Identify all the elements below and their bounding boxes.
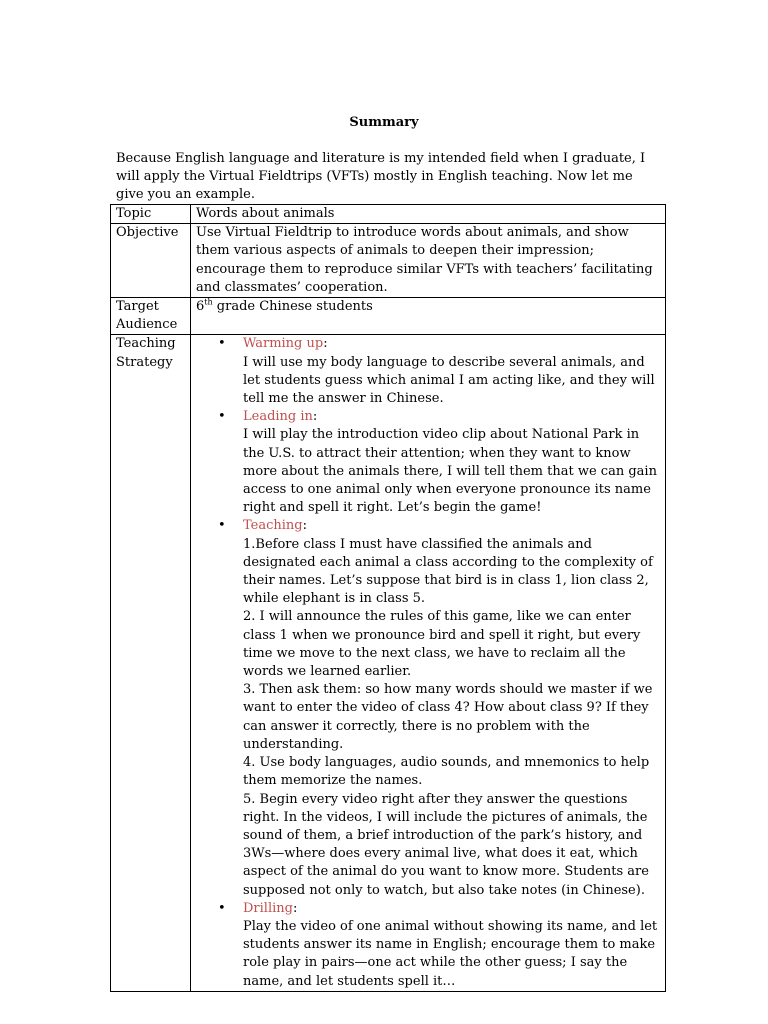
strategy-label: Teaching Strategy	[111, 335, 191, 991]
step-paragraph: 3. Then ask them: so how many words should we master if we want to enter the video of class 4? How about class 9? If they can answer it correctly, there is no problem with the understanding.	[243, 682, 653, 752]
step-colon: :	[302, 518, 308, 534]
audience-rest: grade Chinese students	[212, 299, 373, 315]
step-colon: :	[312, 409, 318, 425]
topic-label: Topic	[111, 205, 191, 224]
step-paragraph: Play the video of one animal without showing its name, and let students answer its name in English; encourage them to make role play in pairs—one act while the other guess; I say the name, and let students spell it…	[243, 918, 658, 989]
audience-grade-number: 6	[196, 299, 205, 315]
strategy-step-leading-in	[218, 408, 660, 517]
bullet-icon: •	[218, 900, 226, 916]
audience-grade-suffix: th	[204, 297, 213, 307]
bullet-icon: •	[218, 409, 226, 425]
table-row-objective	[111, 224, 666, 298]
table-row-topic	[111, 205, 666, 224]
bullet-icon: •	[218, 336, 226, 352]
strategy-step-warming-up	[218, 335, 660, 408]
step-paragraph: 4. Use body languages, audio sounds, and mnemonics to help them memorize the names.	[243, 755, 650, 789]
document-title: Summary	[349, 115, 419, 130]
strategy-value	[191, 335, 666, 991]
step-paragraph: I will play the introduction video clip about National Park in the U.S. to attract their attention; when they want to know more about the animals there, I will tell them that we can gain access to one animal only when everyone pronounce its name right and spell it right. Let’s begin the game!	[243, 427, 657, 516]
step-paragraph: 1.Before class I must have classified the animals and designated each animal a class according to the complexity of their names. Let’s suppose that bird is in class 1, lion class 2, while elephant is in class 5.	[243, 536, 653, 607]
strategy-list	[191, 335, 660, 990]
intro-paragraph: Because English language and literature is my intended field when I graduate, I will apply the Virtual Fieldtrips (VFTs) mostly in English teaching. Now let me give you an example.	[116, 151, 646, 202]
step-paragraph: 5. Begin every video right after they answer the questions right. In the videos, I will include the pictures of animals, the sound of them, a brief introduction of the park’s history, and 3Ws—where does every animal live, what does it eat, which aspect of the animal do you want to know more. Students are supposed not only to watch, but also take notes (in Chinese).	[243, 791, 649, 898]
strategy-step-drilling	[218, 900, 660, 991]
strategy-step-teaching	[218, 517, 660, 899]
step-label: Drilling	[243, 900, 293, 916]
lesson-plan-table	[110, 204, 666, 992]
audience-value	[191, 298, 666, 335]
step-colon: :	[292, 900, 298, 916]
objective-label: Objective	[111, 224, 191, 298]
bullet-icon: •	[218, 518, 226, 534]
step-label: Teaching	[243, 518, 303, 534]
table-row-audience	[111, 298, 666, 335]
step-label: Leading in	[243, 409, 313, 425]
step-paragraph: I will use my body language to describe several animals, and let students guess which animal I am acting like, and they will tell me the answer in Chinese.	[243, 354, 655, 407]
step-paragraph: 2. I will announce the rules of this game, like we can enter class 1 when we pronounce bird and spell it right, but every time we move to the next class, we have to reclaim all the words we learned earlier.	[243, 609, 641, 680]
topic-value: Words about animals	[191, 205, 666, 224]
table-row-strategy	[111, 335, 666, 991]
audience-label: Target Audience	[111, 298, 191, 335]
objective-value: Use Virtual Fieldtrip to introduce words about animals, and show them various aspects of animals to deepen their impression; encourage them to reproduce similar VFTs with teachers’ facilitating and classmates’ cooperation.	[191, 224, 666, 298]
step-label: Warming up	[243, 336, 324, 352]
step-colon: :	[323, 336, 328, 352]
